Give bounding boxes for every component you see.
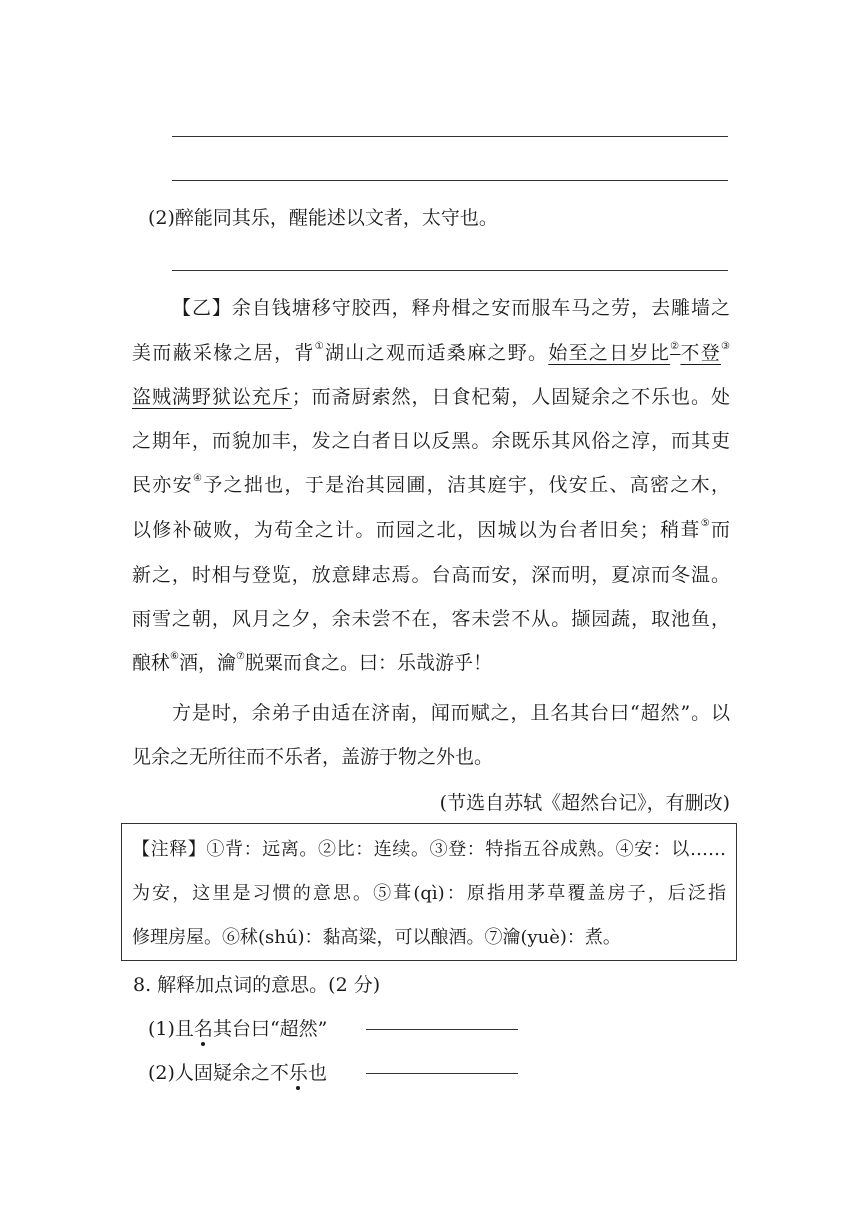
dotted-word: 乐 <box>288 1062 308 1084</box>
passage-line: 雨雪之朝，风月之夕，余未尝不在，客未尝不从。撷园蔬，取池鱼， <box>132 608 730 630</box>
question-8-item: (2)人固疑余之不乐也 <box>148 1062 327 1084</box>
passage-line: 【乙】余自钱塘移守胶西，释舟楫之安而服车马之劳，去雕墙之 <box>172 297 730 319</box>
answer-line <box>172 136 728 137</box>
annotation-line: 为安，这里是习惯的意思。⑤葺(qì)：原指用茅草覆盖房子，后泛指 <box>132 883 726 904</box>
question-8-item: (1)且名其台曰“超然” <box>148 1018 328 1040</box>
source-citation: (节选自苏轼《超然台记》，有删改) <box>439 792 730 814</box>
answer-blank[interactable] <box>366 1029 518 1030</box>
passage-line: 新之，时相与登览，放意肆志焉。台高而安，深而明，夏凉而冬温。 <box>132 564 730 586</box>
passage-line: 方是时，余弟子由适在济南，闻而赋之，且名其台曰“超然”。以 <box>172 702 730 724</box>
annotation-line: 修理房屋。⑥秫(shú)：黏高粱，可以酿酒。⑦瀹(yuè)：煮。 <box>132 927 621 948</box>
passage-line: 以修补破败，为苟全之计。而园之北，因城以为台者旧矣；稍葺⑤而 <box>132 517 730 541</box>
passage-line: 见余之无所往而不乐者，盖游于物之外也。 <box>132 746 494 768</box>
dotted-word: 名 <box>193 1018 213 1040</box>
passage-line: 之期年，而貌加丰，发之白者日以反黑。余既乐其风俗之淳，而其吏 <box>132 430 730 452</box>
annotation-line: 【注释】①背：远离。②比：连续。③登：特指五谷成熟。④安：以…… <box>132 839 726 860</box>
underlined-sentence: 始至之日岁比 <box>548 342 671 364</box>
passage-line: 酿秫⑥酒，瀹⑦脱粟而食之。曰：乐哉游乎！ <box>132 650 492 674</box>
passage-line: 美而蔽采椽之居，背①湖山之观而适桑麻之野。始至之日岁比②不登③ <box>132 340 730 364</box>
annotation-box <box>121 823 737 961</box>
answer-line <box>172 270 728 271</box>
passage-line: 盗贼满野狱讼充斥；而斋厨索然，日食杞菊，人固疑余之不乐也。处 <box>132 386 730 408</box>
question-8-title: 8. 解释加点词的意思。(2 分) <box>133 974 381 996</box>
passage-line: 民亦安④予之拙也，于是治其园圃，洁其庭宇，伐安丘、高密之木， <box>132 472 730 496</box>
answer-line <box>172 180 728 181</box>
question-7-2: (2)醉能同其乐，醒能述以文者，太守也。 <box>148 207 498 229</box>
underlined-sentence: 盗贼满野狱讼充斥 <box>132 386 292 408</box>
answer-blank[interactable] <box>366 1073 518 1074</box>
